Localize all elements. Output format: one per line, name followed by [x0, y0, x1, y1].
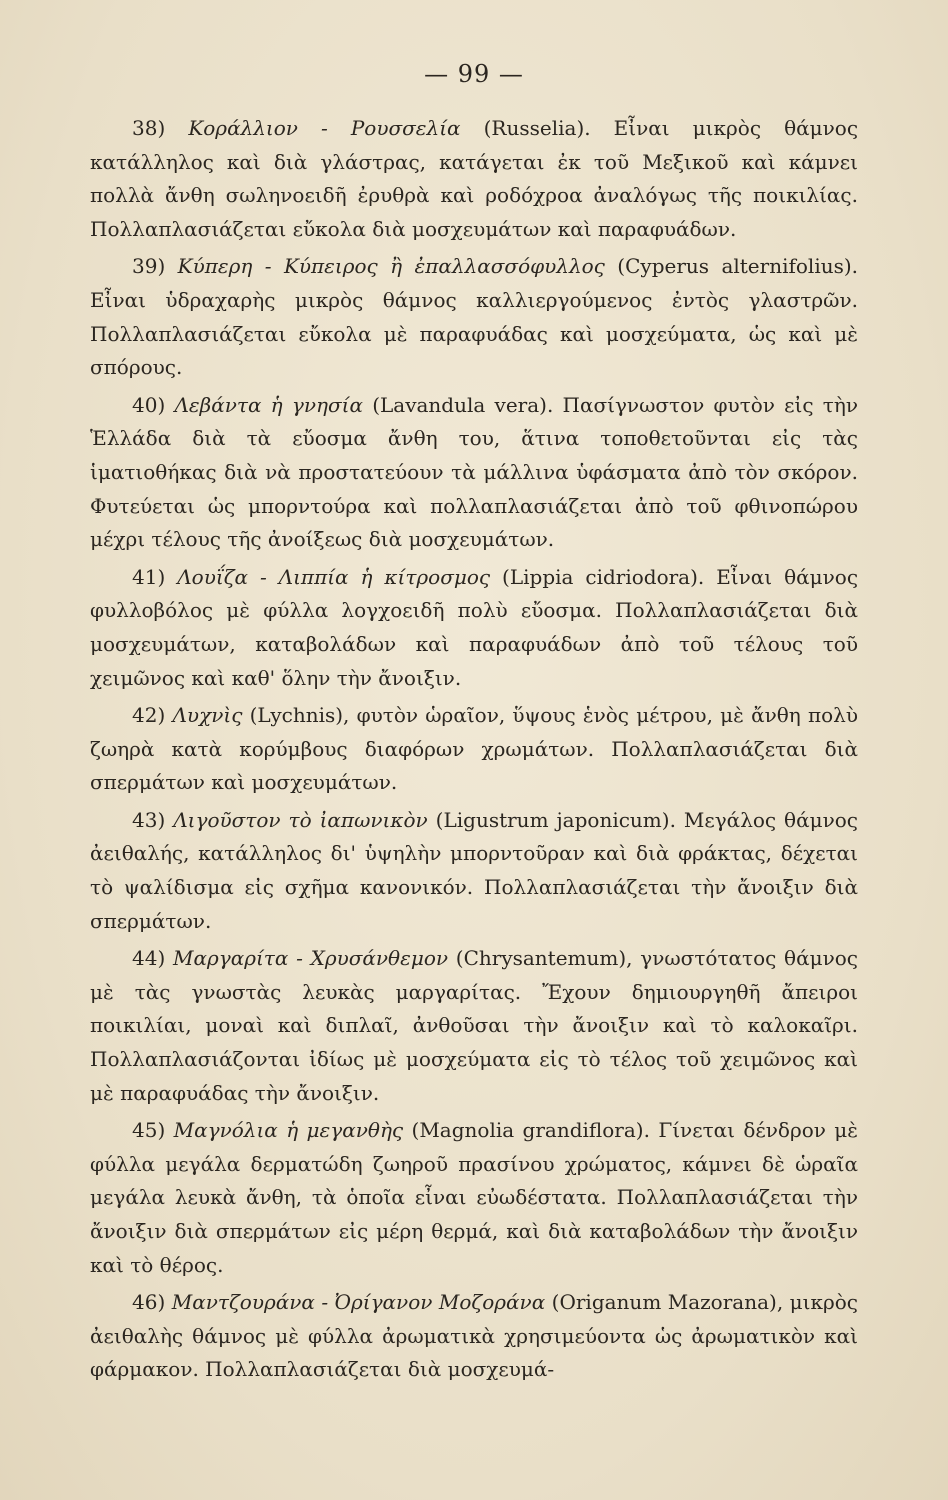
entry-text: Μεγάλος θάμνος ἀειθαλής, κατάλληλος δι' ὑψηλὴν μπορντοῦραν καὶ διὰ φράκτας, δέχεται τὸ ψαλίδισμα εἰς σχῆμα κανονικόν. Πολλαπλασιάζεται τὴν ἄνοιξιν διὰ σπερμάτων. [90, 807, 859, 933]
entry-term: Κοράλλιον - Ρουσσελία [188, 116, 461, 140]
entry-term: Μαγνόλια ἡ μεγανθὴς [173, 1118, 404, 1143]
entry-text: μικρὸς ἀειθαλὴς θάμνος μὲ φύλλα ἀρωματικὰ χρησιμεύοντα ὡς ἀρωματικὸν καὶ φάρμακον. Πολλαπλασιάζεται διὰ μοσχευμά- [90, 1290, 858, 1382]
entry-latin: (Lavandula vera). [372, 392, 554, 417]
entry-text: γνωστότατος θάμνος μὲ τὰς γνωστὰς λευκὰς μαργαρίτας. Ἔχουν δημιουργηθῆ ἄπειροι ποικιλίαι, μοναὶ καὶ διπλαῖ, ἀνθοῦσαι τὴν ἄνοιξιν καὶ τὸ καλοκαῖρι. Πολλαπλασιάζονται ἰδίως μὲ μοσχεύματα εἰς τὸ τέλος τοῦ χειμῶνος καὶ μὲ παραφυάδας τὴν ἄνοιξιν. [90, 946, 858, 1105]
entry-text: Εἶναι μικρὸς θάμνος κατάλληλος καὶ διὰ γλάστρας, κατάγεται ἐκ τοῦ Μεξικοῦ καὶ κάμνει πολλὰ ἄνθη σωληνοειδῆ ἐρυθρὰ καὶ ροδόχροα ἀναλόγως τῆς ποικιλίας. Πολλαπλασιάζεται εὔκολα διὰ μοσχευμάτων καὶ παραφυάδων. [90, 116, 859, 241]
entry-term: Λυχνὶς [172, 703, 243, 728]
entry-number: 38) [132, 116, 166, 140]
entry-46 [90, 1286, 858, 1387]
entry-latin: (Lychnis), [249, 703, 350, 728]
entry-number: 41) [132, 564, 166, 589]
entry-text: Πασίγνωστον φυτὸν εἰς τὴν Ἑλλάδα διὰ τὰ εὔοσμα ἄνθη του, ἅτινα τοποθετοῦνται εἰς τὰς ἱματιοθήκας διὰ νὰ προστατεύουν τὰ μάλλινα ὑφάσματα ἀπὸ τὸν σκόρον. Φυτεύεται ὡς μπορντούρα καὶ πολλαπλασιάζεται ἀπὸ τοῦ φθινοπώρου μέχρι τέλους τῆς ἀνοίξεως διὰ μοσχευμάτων. [90, 392, 858, 552]
entry-latin: (Russelia). [483, 116, 591, 140]
entry-number: 43) [132, 807, 166, 832]
page-number: — 99 — [424, 60, 524, 88]
entry-number: 45) [132, 1118, 166, 1143]
entry-latin: (Chrysantemum), [455, 946, 633, 971]
entry-term: Λεβάντα ἡ γνησία [174, 392, 363, 417]
entry-44 [90, 942, 858, 1110]
entry-45 [90, 1114, 858, 1282]
entry-number: 44) [132, 946, 166, 971]
entry-38 [90, 112, 858, 246]
entry-latin: (Lippia cidriodora). [502, 564, 705, 589]
entry-text: φυτὸν ὡραῖον, ὕψους ἑνὸς μέτρου, μὲ ἄνθη πολὺ ζωηρὰ κατὰ κορύμβους διαφόρων χρωμάτων. Πολλαπλασιάζεται διὰ σπερμάτων καὶ μοσχευμάτων. [90, 703, 858, 795]
entry-latin: (Ligustrum japonicum). [435, 807, 676, 832]
entry-text: Εἶναι ὑδραχαρὴς μικρὸς θάμνος καλλιεργούμενος ἐντὸς γλαστρῶν. Πολλαπλασιάζεται εὔκολα μὲ παραφυάδας καὶ μοσχεύματα, ὡς καὶ μὲ σπόρους. [90, 287, 858, 380]
entry-text: Εἶναι θάμνος φυλλοβόλος μὲ φύλλα λογχοειδῆ πολὺ εὔοσμα. Πολλαπλασιάζεται διὰ μοσχευμάτων, καταβολάδων καὶ παραφυάδων ἀπὸ τοῦ τέλους τοῦ χειμῶνος καὶ καθ' ὅλην τὴν ἄνοιξιν. [90, 564, 859, 690]
entry-42 [90, 699, 858, 800]
entry-number: 42) [132, 703, 166, 728]
entry-term: Μαντζουράνα - Ὀρίγανον Μοζοράνα [171, 1290, 546, 1315]
entry-text: Γίνεται δένδρον μὲ φύλλα μεγάλα δερματώδη ζωηροῦ πρασίνου χρώματος, κάμνει δὲ ὡραῖα μεγάλα λευκὰ ἄνθη, τὰ ὁποῖα εἶναι εὐωδέστατα. Πολλαπλασιάζεται τὴν ἄνοιξιν διὰ σπερμάτων εἰς μέρη θερμά, καὶ διὰ καταβολάδων τὴν ἄνοιξιν καὶ τὸ θέρος. [90, 1118, 859, 1277]
entry-number: 40) [132, 392, 166, 417]
entry-43 [90, 804, 858, 938]
entry-number: 39) [132, 254, 166, 279]
entry-latin: (Magnolia grandiflora). [411, 1118, 650, 1143]
entry-term: Μαργαρίτα - Χρυσάνθεμον [173, 946, 449, 971]
entry-term: Λιγοῦστον τὸ ἰαπωνικὸν [173, 807, 428, 832]
entry-40 [90, 389, 858, 557]
entry-latin: (Origanum Mazorana), [551, 1290, 784, 1315]
entry-latin: (Cyperus alternifolius). [617, 254, 859, 279]
entry-41 [90, 561, 858, 695]
entry-39 [90, 250, 858, 384]
entry-number: 46) [132, 1290, 166, 1315]
entry-term: Λουΐζα - Λιππία ἡ κίτροσμος [177, 564, 491, 589]
page-text [90, 112, 858, 1391]
entry-term: Κύπερη - Κύπειρος ἢ ἐπαλλασσόφυλλος [177, 254, 605, 279]
